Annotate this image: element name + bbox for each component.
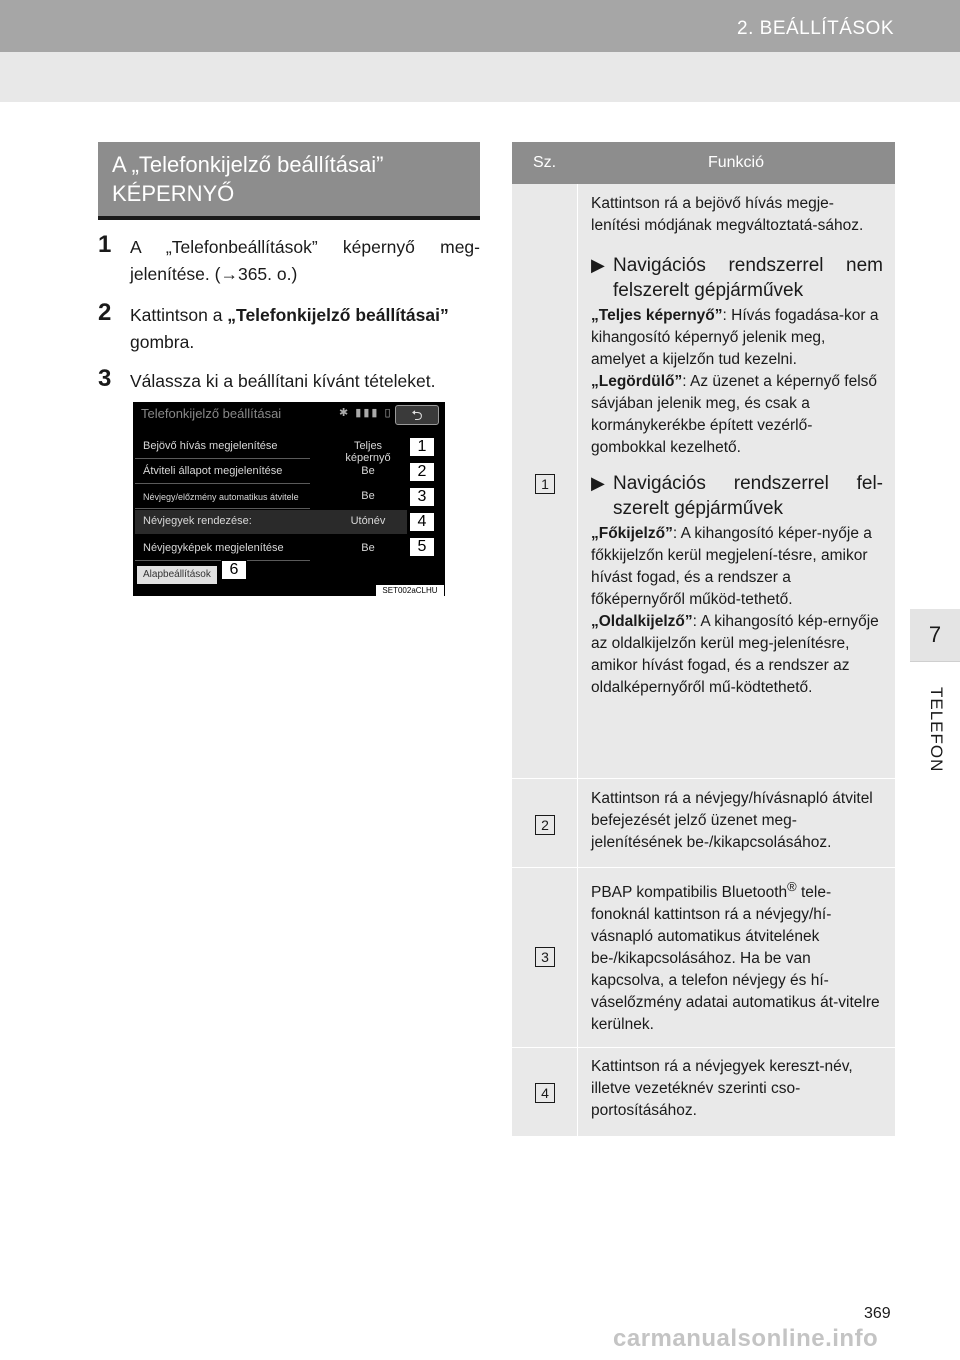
row-3-text: PBAP kompatibilis Bluetooth — [591, 884, 788, 902]
triangle-bullet-icon: ▶ — [591, 473, 605, 493]
step-2 — [98, 299, 480, 356]
step-button-name: „Telefonkijelző beállításai” — [227, 305, 449, 325]
callout-box: 2 — [409, 462, 435, 482]
setting-row-transfer-status[interactable] — [135, 460, 407, 484]
subheading-no-navigation — [591, 253, 883, 303]
callout-box: 3 — [409, 487, 435, 507]
subheading-text: Navigációs rendszerrel nem felszerelt gépjárművek — [613, 255, 883, 301]
header-band — [0, 0, 960, 52]
table-header — [512, 142, 895, 184]
default-settings-button[interactable]: Alapbeállítások — [137, 566, 217, 584]
step-1 — [98, 231, 480, 288]
row-number-box: 1 — [535, 474, 555, 494]
table-row-4-content: Kattintson rá a névjegyek kereszt-név, illetve vezetéknév szerinti cso-portosításához. — [591, 1058, 853, 1119]
heading-rule — [98, 216, 480, 220]
arrow-icon: → — [220, 264, 238, 284]
table-column-divider — [577, 184, 578, 1136]
header-subband — [0, 52, 960, 102]
setting-label: Névjegyek rendezése: — [143, 515, 252, 527]
section-title: 2. BEÁLLÍTÁSOK — [737, 18, 894, 39]
option-name: „Legördülő” — [591, 373, 683, 390]
setting-label: Névjegy/előzmény automatikus átvitele — [143, 492, 299, 502]
setting-row-incoming-call[interactable] — [135, 435, 407, 464]
row-number-box: 2 — [535, 815, 555, 835]
back-button[interactable]: ⮌ — [395, 405, 439, 425]
subheading-with-navigation — [591, 471, 883, 521]
page-number: 369 — [864, 1305, 891, 1322]
step-text: Válassza ki a beállítani kívánt tételeket. — [130, 371, 436, 391]
setting-row-auto-transfer[interactable] — [135, 485, 407, 509]
step-number: 3 — [98, 365, 112, 392]
screen-title: Telefonkijelző beállításai — [141, 406, 282, 421]
chapter-divider — [910, 661, 960, 662]
setting-value: Teljes képernyő — [345, 440, 391, 464]
column-header-function: Funkció — [707, 154, 765, 171]
table-row-divider — [512, 1047, 895, 1048]
chapter-name: TELEFON — [927, 687, 946, 773]
row-3-text-cont: tele-fonoknál kattintson rá a névjegy/hí-vásnapló automatikus átvitelének be-/kikapcsolásához. Ha be van kapcsolva, a telefon névjegy és hí-váselőzmény adatai automatikus át-vitelre kerülnek. — [591, 884, 880, 1034]
section-heading-line1: A „Telefonkijelző beállításai” — [112, 152, 384, 177]
callout-box: 6 — [221, 560, 247, 580]
callout-box: 4 — [409, 512, 435, 532]
setting-label: Névjegyképek megjelenítése — [143, 542, 284, 554]
callout-box: 5 — [409, 537, 435, 557]
setting-label: Bejövő hívás megjelenítése — [143, 440, 278, 452]
step-number: 2 — [98, 299, 112, 326]
step-page-ref: 365. o.) — [237, 264, 298, 284]
phone-display-screenshot — [133, 402, 445, 596]
step-text-end: gombra. — [130, 332, 195, 352]
watermark: carmanualsonline.info — [613, 1325, 879, 1352]
setting-value: Be — [361, 490, 375, 502]
setting-label: Átviteli állapot megjelenítése — [143, 465, 283, 477]
triangle-bullet-icon: ▶ — [591, 255, 605, 275]
setting-row-contact-images[interactable] — [135, 537, 407, 561]
table-row-1-content — [591, 193, 883, 699]
setting-value: Be — [361, 465, 375, 477]
option-description: : A kihangosító képer-nyője a főkkijelzőn kerül megjelení-tésre, amikor hívást fogad, és a rendszer a főképernyőről működ-tethető. — [591, 525, 872, 608]
table-row-2-content: Kattintson rá a névjegy/hívásnapló átvitel befejezését jelző üzenet meg-jelenítésének be-/kikapcsolásához. — [591, 790, 873, 851]
status-icons: ✱ ▮▮▮ ▯ — [339, 407, 393, 419]
column-header-number: Sz. — [532, 154, 557, 171]
row-number-box: 4 — [535, 1083, 555, 1103]
section-heading — [98, 142, 480, 216]
chapter-number-tab: 7 — [910, 609, 960, 661]
setting-row-contact-sort[interactable] — [135, 510, 407, 534]
step-text: A „Telefonbeállítások” képernyő meg-jelenítése. ( — [130, 237, 480, 284]
row-number-box: 3 — [535, 947, 555, 967]
section-heading-line2: KÉPERNYŐ — [112, 181, 235, 206]
setting-value: Utónév — [350, 515, 386, 527]
step-number: 1 — [98, 231, 112, 258]
option-description: : A kihangosító kép-ernyője az oldalkijelzőn kerül meg-jelenítésre, amikor hívást fogad, és a rendszer az oldalképernyőről mű-ködtethető. — [591, 613, 879, 696]
step-text: Kattintson a — [130, 305, 228, 325]
subheading-text: Navigációs rendszerrel fel-szerelt gépjárművek — [613, 473, 883, 519]
row-1-intro: Kattintson rá a bejövő hívás megje-lenítési módjának megváltoztatá-sához. — [591, 195, 864, 234]
table-row-3-content — [591, 876, 883, 1036]
table-row-divider — [512, 867, 895, 868]
option-name: „Főkijelző” — [591, 525, 673, 542]
option-description: : Hívás fogadása-kor a kihangosító képernyő jelenik meg, amelyet a kijelzőn tud kezelni. — [591, 307, 879, 368]
table-row-divider — [512, 778, 895, 779]
registered-mark: ® — [787, 879, 797, 894]
callout-box: 1 — [409, 437, 435, 457]
figure-code: SET002aCLHU — [376, 585, 444, 596]
option-description: : Az üzenet a képernyő felső sávjában jelenik meg, és csak a kormánykerékbe épített vezérlő-gombokkal kezelhető. — [591, 373, 878, 456]
step-3 — [98, 365, 480, 395]
option-name: „Teljes képernyő” — [591, 307, 723, 324]
setting-value: Be — [361, 542, 375, 554]
option-name: „Oldalkijelző” — [591, 613, 693, 630]
